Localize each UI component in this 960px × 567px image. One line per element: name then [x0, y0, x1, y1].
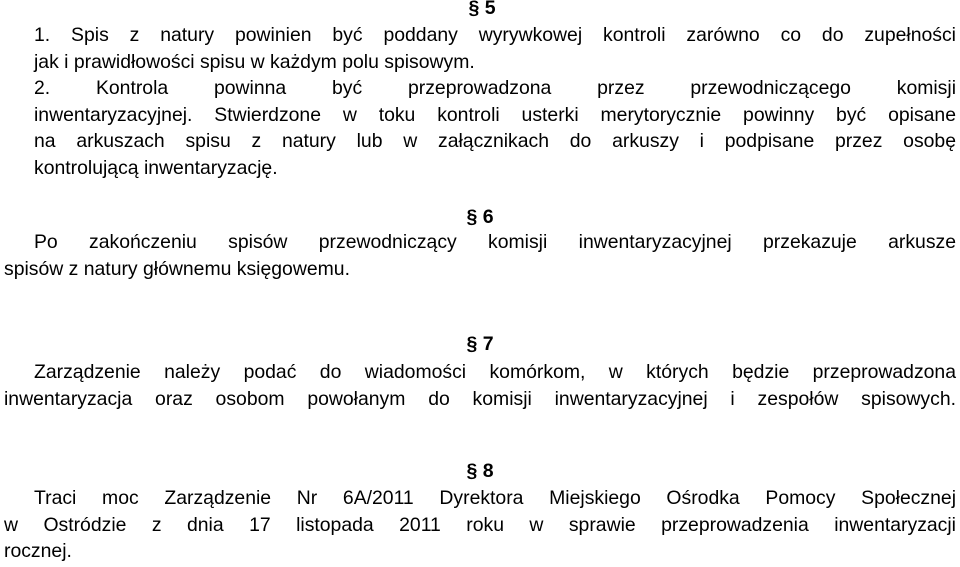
- section-5-item-2-line-1: 2. Kontrola powinna być przeprowadzona przez przewodniczącego komisji: [34, 77, 956, 99]
- section-5-item-1-line-1: 1. Spis z natury powinien być poddany wyrywkowej kontroli zarówno co do zupełności: [34, 24, 956, 46]
- section-6-paragraph: [4, 229, 956, 282]
- section-5-item-2-line-2: inwentaryzacyjnej. Stwierdzone w toku kontroli usterki merytorycznie powinny być opisane: [34, 103, 956, 126]
- section-8-line-1: Traci moc Zarządzenie Nr 6A/2011 Dyrektora Miejskiego Ośrodka Pomocy Społecznej: [34, 487, 956, 509]
- section-5-item-2: [4, 75, 956, 182]
- section-7-line-1: Zarządzenie należy podać do wiadomości komórkom, w których będzie przeprowadzona: [34, 361, 956, 383]
- section-7-line-2: inwentaryzacja oraz osobom powołanym do komisji inwentaryzacyjnej i zespołów spisowych.: [4, 387, 956, 410]
- section-8-paragraph: [4, 485, 956, 565]
- section-8-heading: § 8: [466, 460, 494, 482]
- section-7-heading: § 7: [466, 333, 494, 355]
- section-6-line-1: Po zakończeniu spisów przewodniczący komisji inwentaryzacyjnej przekazuje arkusze: [34, 231, 956, 253]
- section-6-line-2: spisów z natury głównemu księgowemu.: [4, 257, 350, 280]
- section-5-item-2-line-3: na arkuszach spisu z natury lub w załącznikach do arkuszy i podpisane przez osobę: [34, 130, 956, 153]
- section-5-item-1-line-2: jak i prawidłowości spisu w każdym polu spisowym.: [34, 50, 475, 73]
- section-5-item-2-line-4: kontrolującą inwentaryzację.: [34, 157, 278, 180]
- section-5-heading: § 5: [468, 0, 496, 19]
- section-6-heading: § 6: [466, 206, 494, 228]
- section-5-item-1: [4, 22, 956, 75]
- section-7-paragraph: [4, 359, 956, 412]
- section-8-line-3: rocznej.: [4, 540, 72, 563]
- section-8-line-2: w Ostródzie z dnia 17 listopada 2011 roku w sprawie przeprowadzenia inwentaryzacji: [4, 513, 956, 536]
